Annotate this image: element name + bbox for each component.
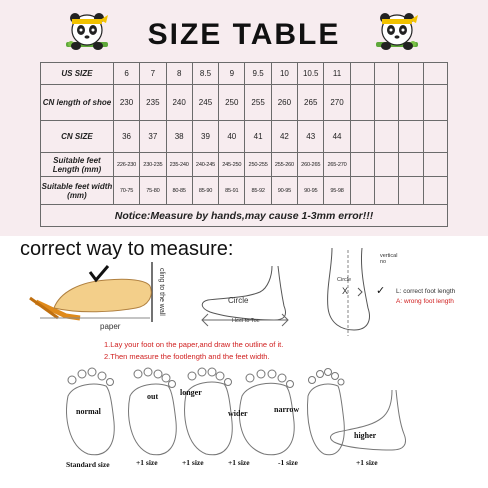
table-cell	[423, 177, 447, 205]
table-cell: 85-90	[192, 177, 218, 205]
table-cell: 11	[324, 63, 350, 85]
table-cell: 255-260	[271, 153, 297, 177]
row-label: CN SIZE	[41, 121, 114, 153]
table-cell: 80-85	[166, 177, 192, 205]
table-cell: 39	[192, 121, 218, 153]
table-cell: 75-80	[140, 177, 166, 205]
size-adjust-label: +1 size	[182, 458, 204, 467]
size-adjust-label: +1 size	[136, 458, 158, 467]
row-label: US SIZE	[41, 63, 114, 85]
table-cell: 36	[113, 121, 139, 153]
size-adjust-label: Standard size	[66, 460, 110, 469]
table-row	[41, 177, 448, 205]
table-cell: 8	[166, 63, 192, 85]
foot-type-label: wider	[228, 409, 248, 418]
table-cell: 85-91	[219, 177, 245, 205]
table-cell	[350, 153, 374, 177]
table-cell: 255	[245, 85, 271, 121]
table-cell: 235-240	[166, 153, 192, 177]
table-cell: 90-95	[298, 177, 324, 205]
table-cell: 240	[166, 85, 192, 121]
table-cell: 8.5	[192, 63, 218, 85]
paper-label: paper	[100, 322, 121, 331]
table-row	[41, 85, 448, 121]
heel-to-toe-label: Heel to Toe	[232, 318, 260, 324]
section-title: correct way to measure:	[20, 238, 234, 260]
circle-label-2: Circle	[337, 277, 352, 283]
legend-correct: L: correct foot length	[396, 288, 456, 295]
size-adjust-label: -1 size	[278, 458, 298, 467]
table-cell	[423, 121, 447, 153]
table-cell: 245	[192, 85, 218, 121]
table-cell: 240-245	[192, 153, 218, 177]
table-cell: 7	[140, 63, 166, 85]
table-cell: 40	[219, 121, 245, 153]
table-cell: 6	[113, 63, 139, 85]
instruction-step-2: 2.Then measure the footlength and the feet width.	[104, 352, 270, 361]
table-cell	[350, 63, 374, 85]
size-adjust-label: +1 size	[356, 458, 378, 467]
table-cell: 250	[219, 85, 245, 121]
table-cell	[350, 121, 374, 153]
table-cell	[399, 85, 423, 121]
table-cell	[399, 121, 423, 153]
foot-type-label: normal	[76, 407, 101, 416]
size-table	[40, 62, 448, 227]
high-arch-foot-illustration	[326, 390, 416, 456]
table-cell: 41	[245, 121, 271, 153]
table-cell: 265	[298, 85, 324, 121]
table-cell: 260	[271, 85, 297, 121]
table-cell	[399, 63, 423, 85]
instruction-step-1: 1.Lay your foot on the paper,and draw the outline of it.	[104, 340, 284, 349]
table-cell: 43	[298, 121, 324, 153]
table-cell: 9	[219, 63, 245, 85]
table-cell	[423, 153, 447, 177]
foot-wall-illustration	[20, 262, 170, 342]
table-cell: 37	[140, 121, 166, 153]
table-cell	[399, 177, 423, 205]
table-cell: 250-255	[245, 153, 271, 177]
table-cell	[375, 177, 399, 205]
table-cell: 260-265	[298, 153, 324, 177]
table-cell: 95-98	[324, 177, 350, 205]
table-row	[41, 121, 448, 153]
row-label: Suitable feet width (mm)	[41, 177, 114, 205]
wall-label: cling to the wall	[158, 268, 165, 316]
table-cell	[399, 153, 423, 177]
table-cell: 38	[166, 121, 192, 153]
table-cell: 10	[271, 63, 297, 85]
foot-type-label: narrow	[274, 405, 300, 414]
table-cell	[375, 121, 399, 153]
table-cell: 245-250	[219, 153, 245, 177]
page-title: SIZE TABLE	[147, 18, 341, 51]
table-cell	[350, 177, 374, 205]
table-row	[41, 63, 448, 85]
table-cell: 230	[113, 85, 139, 121]
row-label: Suitable feet Length (mm)	[41, 153, 114, 177]
table-cell	[375, 63, 399, 85]
table-cell: 230-235	[140, 153, 166, 177]
table-cell: 226-230	[113, 153, 139, 177]
table-cell: 270	[324, 85, 350, 121]
table-row	[41, 153, 448, 177]
table-cell	[375, 153, 399, 177]
table-cell: 44	[324, 121, 350, 153]
table-cell: 70-75	[113, 177, 139, 205]
table-cell: 90-95	[271, 177, 297, 205]
table-cell	[423, 85, 447, 121]
foot-type-label: out	[147, 392, 159, 401]
foot-type-label: higher	[354, 431, 377, 440]
table-row	[41, 205, 448, 227]
table-cell: 42	[271, 121, 297, 153]
row-label: CN length of shoe	[41, 85, 114, 121]
table-cell	[375, 85, 399, 121]
foot-type-label: longer	[180, 388, 202, 397]
size-adjust-label: +1 size	[228, 458, 250, 467]
table-cell: 9.5	[245, 63, 271, 85]
notice-text: Notice:Measure by hands,may cause 1-3mm error!!!	[41, 205, 448, 227]
table-cell	[423, 63, 447, 85]
table-cell: 85-92	[245, 177, 271, 205]
check-mark-icon: ✓	[376, 285, 386, 297]
table-cell: 235	[140, 85, 166, 121]
table-cell: 10.5	[298, 63, 324, 85]
table-cell: 265-270	[324, 153, 350, 177]
table-cell	[350, 85, 374, 121]
circle-label: Circle	[228, 296, 249, 305]
mark-x: X	[342, 286, 349, 296]
vertical-label: vertical no	[380, 253, 398, 265]
legend-wrong: A: wrong foot length	[396, 298, 454, 305]
